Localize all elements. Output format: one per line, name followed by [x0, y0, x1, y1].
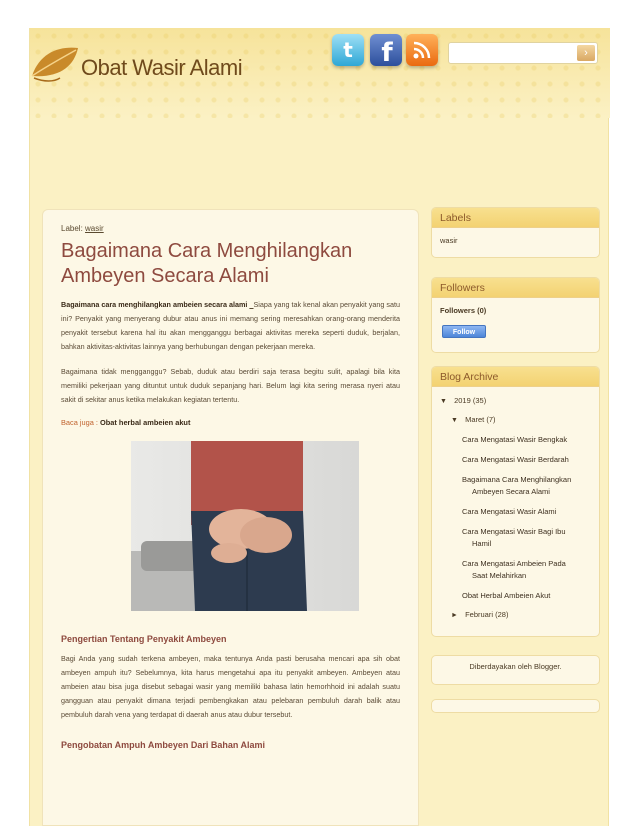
archive-post-link[interactable]: Cara Mengatasi Wasir Bagi Ibu Hamil	[462, 527, 566, 548]
archive-month-count: (28)	[495, 610, 509, 619]
archive-month-label[interactable]: Maret	[465, 415, 485, 424]
archive-post-link[interactable]: Cara Mengatasi Ambeien Pada Saat Melahirkan	[462, 559, 566, 580]
archive-post-link[interactable]: Obat Herbal Ambeien Akut	[462, 591, 551, 600]
twitter-icon[interactable]	[332, 34, 364, 66]
archive-post-link[interactable]: Cara Mengatasi Wasir Berdarah	[462, 455, 569, 464]
section-heading-2: Pengobatan Ampuh Ambeyen Dari Bahan Alami	[61, 740, 266, 750]
leaf-logo-icon	[30, 42, 80, 86]
svg-text:f: f	[381, 38, 393, 63]
follow-button[interactable]: Follow	[442, 325, 486, 338]
search-box	[448, 42, 598, 64]
archive-year-count: (35)	[472, 396, 487, 405]
archive-post-link[interactable]: Bagaimana Cara Menghilangkan Ambeyen Secara Alami	[462, 475, 572, 496]
archive-month-count: (7)	[486, 415, 496, 424]
blog-header	[30, 28, 610, 118]
archive-post-link[interactable]: Cara Mengatasi Wasir Alami	[462, 507, 557, 516]
labels-widget-title: Labels	[432, 208, 599, 228]
intro-bold-lead: Bagaimana cara menghilangkan ambeien secara alami	[61, 300, 250, 309]
read-also-link[interactable]: Obat herbal ambeien akut	[100, 418, 191, 427]
site-title[interactable]: Obat Wasir Alami	[81, 55, 243, 80]
intro-text: Siapa yang tak kenal akan penyakit yang satu ini? Penyakit yang menyerang dubur atau anus ini memang sering meresahkan orang-orang menderita penyakit tersebut karena hal itu akan mengganggu berbagai aktivitas mereka seperti duduk, berjalan, bahkan aktivitas-aktivitas lainnya yang berhubungan dengan pekerjaan mereka.	[61, 300, 400, 351]
read-also-prefix: Baca juga :	[61, 418, 101, 427]
post-label-line	[61, 224, 400, 233]
archive-month-maret[interactable]	[440, 415, 591, 426]
archive-year-label[interactable]: 2019	[454, 396, 471, 405]
search-input[interactable]	[451, 45, 575, 61]
label-prefix: Label:	[61, 224, 83, 233]
archive-year-2019[interactable]	[440, 396, 591, 407]
archive-month-label[interactable]: Februari	[465, 610, 494, 619]
post-photo	[131, 441, 359, 611]
expanded-triangle-icon[interactable]: ▼	[451, 417, 458, 424]
rss-icon[interactable]	[406, 34, 438, 66]
sidebar-label-wasir[interactable]: wasir	[440, 236, 458, 245]
paragraph-2: Bagaimana tidak mengganggu? Sebab, duduk atau berdiri saja terasa begitu sulit, apalagi bila kita memiliki pekerjaan yang dituntut untuk duduk sepanjang hari. Belum lagi kita sering merasa nyeri atau sakit di sekitar anus ketika melakukan kegiatan tertentu.	[61, 367, 400, 404]
blog-archive-widget	[431, 366, 600, 637]
collapsed-triangle-icon[interactable]: ►	[451, 612, 458, 619]
intro-paragraph	[61, 298, 400, 354]
followers-count: Followers (0)	[440, 306, 487, 315]
archive-widget-title: Blog Archive	[432, 367, 599, 387]
archive-post-link[interactable]: Cara Mengatasi Wasir Bengkak	[462, 435, 568, 444]
search-button[interactable]: ›	[577, 45, 595, 61]
svg-text:t: t	[343, 39, 353, 61]
section-heading-1: Pengertian Tentang Penyakit Ambeyen	[61, 634, 227, 644]
expanded-triangle-icon[interactable]: ▼	[440, 398, 447, 405]
powered-by-blogger-link[interactable]: Diberdayakan oleh Blogger.	[469, 662, 562, 671]
followers-widget	[431, 277, 600, 353]
attribution-widget	[431, 655, 600, 685]
post-title[interactable]: Bagaimana Cara Menghilangkan Ambeyen Secara Alami	[61, 240, 353, 287]
read-also-line	[61, 418, 400, 427]
post-card	[42, 209, 419, 826]
paragraph-3: Bagi Anda yang sudah terkena ambeyen, maka tentunya Anda pasti berusaha mencari apa sih obat ambeyen ampuh itu? Sebelumnya, kita harus mengetahui apa itu penyakit ambeyen. Ambeyen atau ambeien atau bisa juga disebut sebagai wasir yang memiliki bahasa latin hemorhhoid ini adalah suatu gangguan atau penyakit dimana terjadi pembengkakan atau pelebaran pembuluh darah balik atau pembuluh darah vena yang terdapat di daerah anus atau dubur tersebut.	[61, 654, 400, 719]
followers-widget-title: Followers	[432, 278, 599, 298]
labels-widget	[431, 207, 600, 258]
page-background	[29, 28, 609, 826]
facebook-icon[interactable]	[370, 34, 402, 66]
empty-widget	[431, 699, 600, 713]
archive-month-februari[interactable]	[440, 610, 591, 621]
label-link-wasir[interactable]: wasir	[85, 224, 104, 233]
